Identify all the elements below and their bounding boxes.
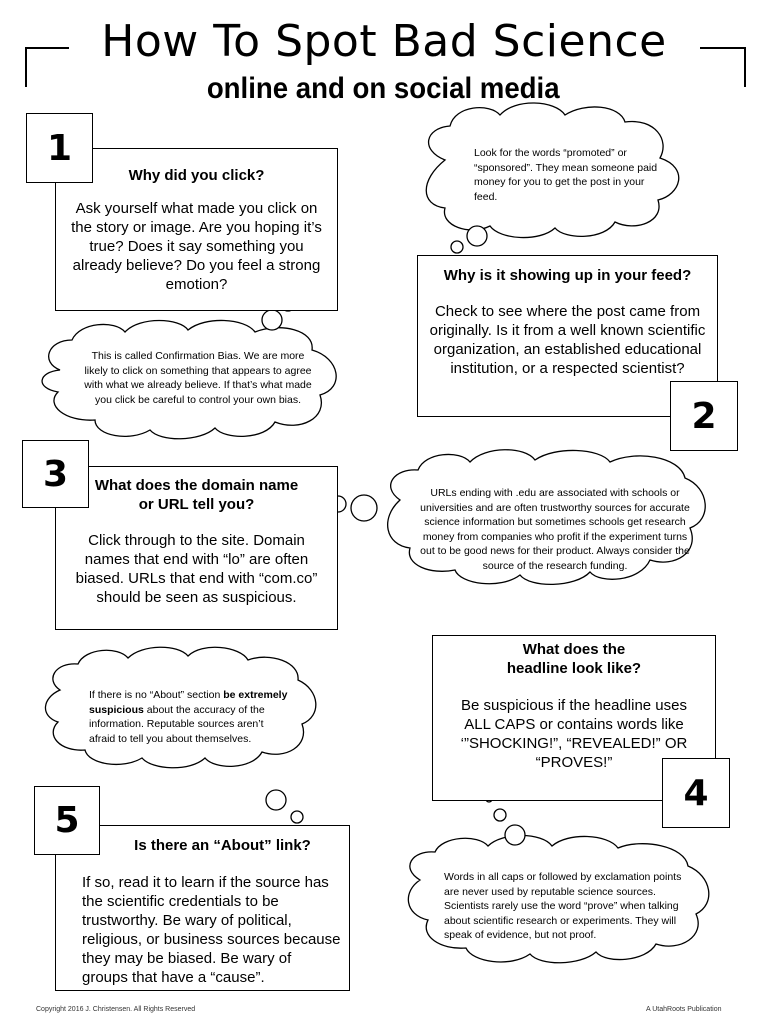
thought-bubble [494,809,506,821]
footer-publisher: A UtahRoots Publication [646,1006,722,1013]
cloud-about-text-post: about the accuracy of the information. Reputable sources aren’t afraid to tell you about themselves. [89,703,265,745]
section-1-box [55,148,338,311]
section-4-question: What does the headline look like? [506,641,642,677]
section-5-number: 5 [34,786,100,855]
section-2-body: Check to see where the post came from originally. Is it from a well known scientific organization, an established educational institution, or a respected scientist? [429,303,706,377]
section-1-number: 1 [26,113,93,183]
section-3-number: 3 [22,440,89,508]
section-2-number: 2 [670,381,738,451]
section-3-body: Click through to the site. Domain names that end with “lo” are often biased. URLs that end with “com.co” should be seen as suspicious. [75,532,318,606]
section-4-number: 4 [662,758,730,828]
cloud-about-text-bold: be extremely suspicious [89,689,288,716]
cloud-urls-text: URLs ending with .edu are associated with schools or universities and are often trustworthy sources for accurate science information but sometimes schools get research money from companies who profit if the experiment turns out to be good news for their product. Always consider the source of the research funding. [420,487,690,572]
cloud-about-text [89,688,289,746]
cloud-about-text-pre: If there is no “About” section [89,689,224,701]
cloud-promoted-text: Look for the words “promoted” or “sponsored”. They mean someone paid money for you to get the post in your feed. [474,147,658,203]
page-subtitle: online and on social media [206,72,560,105]
page-title: How To Spot Bad Science [101,16,667,67]
section-2-question: Why is it showing up in your feed? [443,267,692,284]
cloud-caps-text: Words in all caps or followed by exclamation points are never used by reputable science sources. Scientists rarely use the word “prove” when talking about scientific research or experiments. They will speak of evidence, but not proof. [444,871,682,941]
section-3-question: What does the domain name or URL tell you? [94,477,299,513]
footer-copyright: Copyright 2016 J. Christensen. All Rights Reserved [36,1006,196,1013]
section-1-body: Ask yourself what made you click on the story or image. Are you hoping it’s true? Does it say something you already believe? Do you feel a strong emotion? [71,200,322,293]
thought-bubble [467,226,487,246]
thought-bubble [451,241,463,253]
thought-bubble [266,790,286,810]
thought-bubble [262,310,282,330]
cloud-bias-text: This is called Confirmation Bias. We are more likely to click on something that appears to agree with what we already believe. If that’s what made you click be careful to control your own bias. [84,350,312,406]
section-4-body: Be suspicious if the headline uses ALL CAPS or contains words like ‘”SHOCKING!”, “REVEALED!” OR “PROVES!” [460,697,688,771]
section-3-box [55,466,338,630]
thought-bubble [351,495,377,521]
section-5-body: If so, read it to learn if the source has the scientific credentials to be trustworthy. Be wary of political, religious, or business sources because they may be biased. Be wary of groups that have a “cause”. [82,874,341,986]
thought-bubble [505,825,525,845]
section-5-question: Is there an “About” link? [134,837,311,854]
section-1-question: Why did you click? [128,167,265,184]
thought-bubble [291,811,303,823]
